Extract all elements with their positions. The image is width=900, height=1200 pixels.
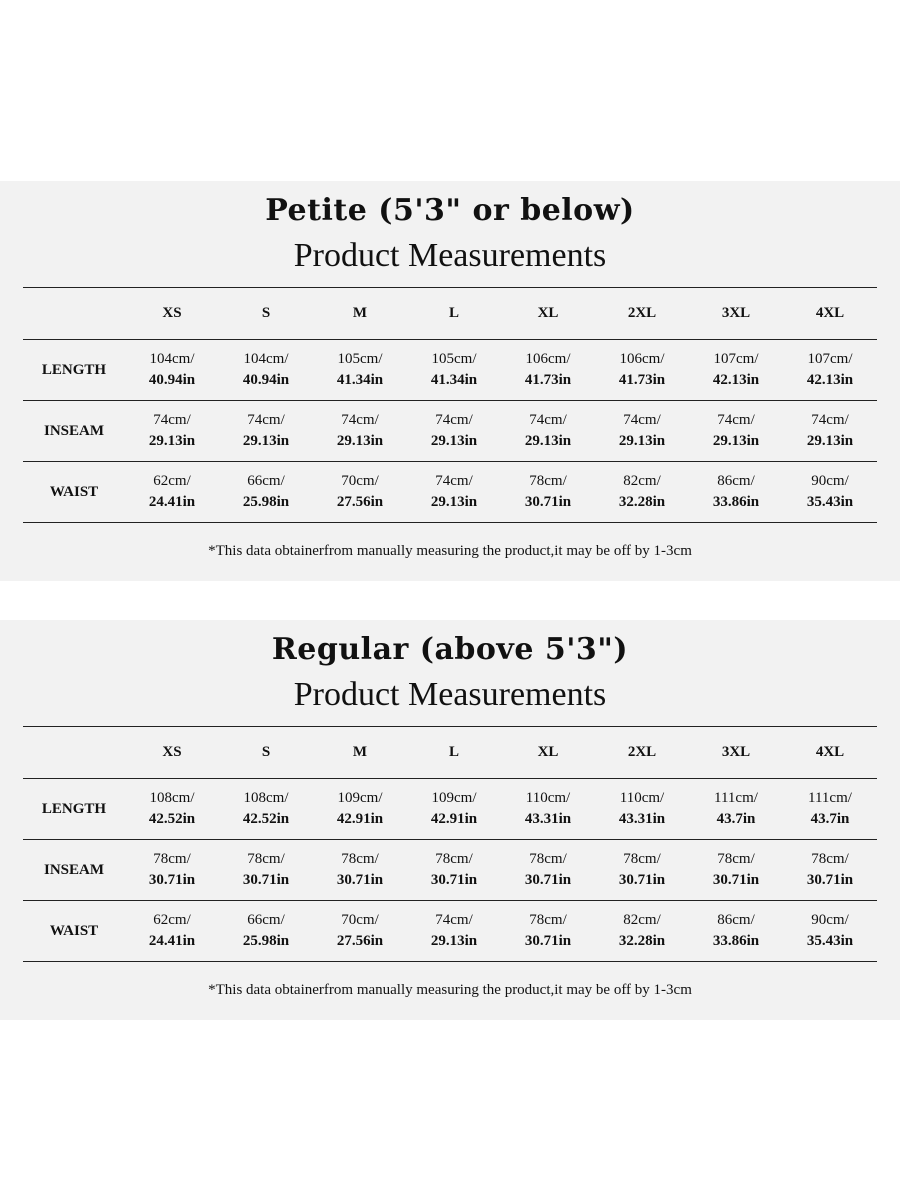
measurement-cell xyxy=(219,840,313,901)
measurement-cm: 62cm/ xyxy=(153,473,191,489)
measurement-cell xyxy=(595,840,689,901)
section-subtitle: Product Measurements xyxy=(293,676,607,713)
measurement-cell xyxy=(407,779,501,840)
measurement-cell xyxy=(125,840,219,901)
measurement-cm: 109cm/ xyxy=(431,790,477,806)
measurement-in: 35.43in xyxy=(806,933,854,949)
measurement-in: 25.98in xyxy=(242,933,290,949)
size-header: S xyxy=(261,305,271,321)
measurement-note: *This data obtainerfrom manually measuring the product,it may be off by 1-3cm xyxy=(208,543,692,559)
measurement-in: 43.7in xyxy=(716,811,756,827)
measurement-in: 35.43in xyxy=(806,494,854,510)
size-header: XL xyxy=(537,744,559,760)
measurement-cm: 66cm/ xyxy=(247,473,285,489)
measurement-cm: 74cm/ xyxy=(529,412,567,428)
measurement-in: 30.71in xyxy=(524,933,572,949)
measurement-cm: 78cm/ xyxy=(435,851,473,867)
measurement-cell xyxy=(313,340,407,401)
measurement-in: 29.13in xyxy=(712,433,760,449)
measurement-cell xyxy=(689,462,783,523)
measurement-cm: 107cm/ xyxy=(713,351,759,367)
row-label: INSEAM xyxy=(43,422,104,439)
table-row xyxy=(23,779,877,840)
measurement-in: 29.13in xyxy=(148,433,196,449)
size-header: 3XL xyxy=(721,305,751,321)
measurement-in: 42.13in xyxy=(712,372,760,388)
size-header: 2XL xyxy=(627,744,657,760)
measurement-in: 41.73in xyxy=(524,372,572,388)
size-header: 3XL xyxy=(721,744,751,760)
measurement-in: 29.13in xyxy=(618,433,666,449)
measurement-cm: 111cm/ xyxy=(714,790,758,806)
measurement-cm: 62cm/ xyxy=(153,912,191,928)
measurement-cm: 106cm/ xyxy=(525,351,571,367)
measurement-cell xyxy=(313,840,407,901)
measurement-cell xyxy=(219,401,313,462)
header-blank-cell xyxy=(23,727,125,779)
size-table xyxy=(23,726,877,962)
measurement-in: 42.52in xyxy=(242,811,290,827)
measurement-cm: 78cm/ xyxy=(529,851,567,867)
measurement-cm: 78cm/ xyxy=(529,473,567,489)
measurement-cm: 74cm/ xyxy=(435,412,473,428)
measurement-in: 32.28in xyxy=(618,494,666,510)
measurement-cell xyxy=(783,462,877,523)
size-header-row xyxy=(23,288,877,340)
measurement-cell xyxy=(219,462,313,523)
measurement-cm: 108cm/ xyxy=(243,790,289,806)
measurement-in: 40.94in xyxy=(148,372,196,388)
measurement-in: 33.86in xyxy=(712,933,760,949)
measurement-in: 29.13in xyxy=(242,433,290,449)
measurement-in: 25.98in xyxy=(242,494,290,510)
size-header: S xyxy=(261,744,271,760)
measurement-in: 42.91in xyxy=(430,811,478,827)
measurement-cell xyxy=(219,779,313,840)
measurement-in: 29.13in xyxy=(806,433,854,449)
measurement-in: 40.94in xyxy=(242,372,290,388)
measurement-cell xyxy=(219,901,313,962)
measurement-cm: 106cm/ xyxy=(619,351,665,367)
measurement-cm: 111cm/ xyxy=(808,790,852,806)
measurement-cell xyxy=(501,462,595,523)
measurement-cm: 104cm/ xyxy=(149,351,195,367)
measurement-cell xyxy=(125,901,219,962)
measurement-in: 43.31in xyxy=(524,811,572,827)
measurement-cm: 105cm/ xyxy=(337,351,383,367)
size-header: 2XL xyxy=(627,305,657,321)
measurement-cell xyxy=(219,340,313,401)
table-row xyxy=(23,401,877,462)
measurement-cell xyxy=(407,901,501,962)
measurement-in: 30.71in xyxy=(336,872,384,888)
table-row xyxy=(23,462,877,523)
size-table xyxy=(23,287,877,523)
measurement-cell xyxy=(783,401,877,462)
measurement-cm: 90cm/ xyxy=(811,473,849,489)
measurement-cell xyxy=(501,901,595,962)
measurement-cm: 74cm/ xyxy=(435,912,473,928)
size-header: 4XL xyxy=(815,744,845,760)
measurement-cell xyxy=(125,462,219,523)
measurement-cell xyxy=(595,901,689,962)
measurement-cm: 90cm/ xyxy=(811,912,849,928)
measurement-cell xyxy=(689,840,783,901)
measurement-in: 30.71in xyxy=(524,872,572,888)
measurement-cell xyxy=(501,840,595,901)
measurement-cm: 86cm/ xyxy=(717,912,755,928)
measurement-in: 43.7in xyxy=(810,811,850,827)
row-label: WAIST xyxy=(49,922,99,939)
measurement-cm: 74cm/ xyxy=(811,412,849,428)
measurement-cell xyxy=(125,401,219,462)
measurement-cell xyxy=(501,779,595,840)
measurement-in: 33.86in xyxy=(712,494,760,510)
measurement-in: 42.91in xyxy=(336,811,384,827)
measurement-in: 41.73in xyxy=(618,372,666,388)
measurement-cm: 78cm/ xyxy=(623,851,661,867)
measurement-cell xyxy=(313,401,407,462)
measurement-in: 32.28in xyxy=(618,933,666,949)
table-row xyxy=(23,901,877,962)
size-header: L xyxy=(448,305,459,321)
measurement-in: 27.56in xyxy=(336,494,384,510)
measurement-cell xyxy=(407,401,501,462)
measurement-cell xyxy=(783,779,877,840)
measurement-cell xyxy=(313,462,407,523)
measurement-in: 30.71in xyxy=(148,872,196,888)
measurement-cell xyxy=(689,401,783,462)
measurement-cm: 78cm/ xyxy=(717,851,755,867)
measurement-cell xyxy=(783,840,877,901)
table-row xyxy=(23,340,877,401)
row-label: INSEAM xyxy=(43,861,104,878)
measurement-in: 29.13in xyxy=(430,433,478,449)
measurement-cell xyxy=(783,901,877,962)
measurement-in: 29.13in xyxy=(524,433,572,449)
measurement-in: 24.41in xyxy=(148,494,196,510)
measurement-cm: 82cm/ xyxy=(623,473,661,489)
measurement-cm: 74cm/ xyxy=(623,412,661,428)
measurement-cell xyxy=(501,401,595,462)
measurement-cm: 74cm/ xyxy=(153,412,191,428)
measurement-in: 30.71in xyxy=(806,872,854,888)
measurement-in: 30.71in xyxy=(524,494,572,510)
petite-section xyxy=(0,181,900,581)
measurement-cm: 82cm/ xyxy=(623,912,661,928)
section-subtitle: Product Measurements xyxy=(293,237,607,274)
measurement-in: 43.31in xyxy=(618,811,666,827)
measurement-cell xyxy=(595,401,689,462)
measurement-cm: 108cm/ xyxy=(149,790,195,806)
measurement-cm: 74cm/ xyxy=(247,412,285,428)
measurement-in: 30.71in xyxy=(242,872,290,888)
row-label: LENGTH xyxy=(41,361,107,378)
measurement-cm: 78cm/ xyxy=(811,851,849,867)
measurement-cm: 104cm/ xyxy=(243,351,289,367)
measurement-cell xyxy=(689,901,783,962)
measurement-cell xyxy=(689,779,783,840)
header-blank-cell xyxy=(23,288,125,340)
measurement-cell xyxy=(501,340,595,401)
measurement-in: 27.56in xyxy=(336,933,384,949)
measurement-cm: 66cm/ xyxy=(247,912,285,928)
measurement-in: 29.13in xyxy=(430,494,478,510)
measurement-in: 42.13in xyxy=(806,372,854,388)
measurement-cm: 74cm/ xyxy=(717,412,755,428)
measurement-cell xyxy=(313,901,407,962)
measurement-cm: 78cm/ xyxy=(153,851,191,867)
measurement-cell xyxy=(595,779,689,840)
measurement-cm: 86cm/ xyxy=(717,473,755,489)
measurement-cell xyxy=(125,340,219,401)
size-header: XS xyxy=(162,744,182,760)
measurement-cell xyxy=(407,840,501,901)
measurement-cm: 78cm/ xyxy=(341,851,379,867)
regular-section xyxy=(0,620,900,1020)
size-header: XS xyxy=(162,305,182,321)
measurement-cm: 78cm/ xyxy=(247,851,285,867)
section-title: Petite (5'3" or below) xyxy=(265,193,635,228)
measurement-in: 24.41in xyxy=(148,933,196,949)
measurement-in: 30.71in xyxy=(712,872,760,888)
measurement-in: 29.13in xyxy=(430,933,478,949)
measurement-note: *This data obtainerfrom manually measuring the product,it may be off by 1-3cm xyxy=(208,982,692,998)
measurement-cell xyxy=(595,340,689,401)
measurement-in: 30.71in xyxy=(618,872,666,888)
size-header: M xyxy=(352,305,368,321)
measurement-cell xyxy=(407,340,501,401)
measurement-cm: 110cm/ xyxy=(525,790,571,806)
measurement-cm: 74cm/ xyxy=(341,412,379,428)
measurement-cm: 70cm/ xyxy=(341,912,379,928)
measurement-in: 42.52in xyxy=(148,811,196,827)
measurement-cm: 70cm/ xyxy=(341,473,379,489)
size-header: XL xyxy=(537,305,559,321)
measurement-cell xyxy=(595,462,689,523)
row-label: WAIST xyxy=(49,483,99,500)
measurement-cm: 110cm/ xyxy=(619,790,665,806)
size-header: M xyxy=(352,744,368,760)
size-header: L xyxy=(448,744,459,760)
measurement-in: 41.34in xyxy=(430,372,478,388)
measurement-cm: 109cm/ xyxy=(337,790,383,806)
measurement-cm: 74cm/ xyxy=(435,473,473,489)
measurement-cm: 107cm/ xyxy=(807,351,853,367)
row-label: LENGTH xyxy=(41,800,107,817)
measurement-cell xyxy=(689,340,783,401)
measurement-in: 30.71in xyxy=(430,872,478,888)
measurement-cell xyxy=(407,462,501,523)
measurement-in: 41.34in xyxy=(336,372,384,388)
section-title: Regular (above 5'3") xyxy=(271,632,629,667)
measurement-cell xyxy=(125,779,219,840)
table-row xyxy=(23,840,877,901)
measurement-in: 29.13in xyxy=(336,433,384,449)
measurement-cm: 78cm/ xyxy=(529,912,567,928)
measurement-cm: 105cm/ xyxy=(431,351,477,367)
size-header-row xyxy=(23,727,877,779)
size-header: 4XL xyxy=(815,305,845,321)
measurement-cell xyxy=(313,779,407,840)
measurement-cell xyxy=(783,340,877,401)
